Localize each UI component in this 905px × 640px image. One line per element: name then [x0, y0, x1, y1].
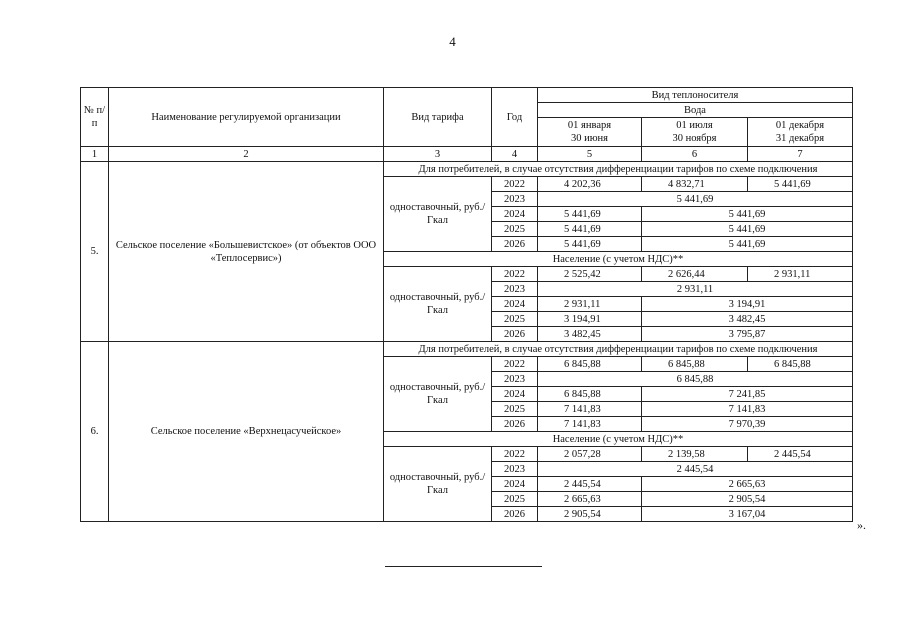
value-cell: 2 626,44 — [642, 267, 748, 282]
value-cell: 6 845,88 — [538, 387, 642, 402]
column-number: 3 — [384, 147, 492, 162]
year-cell: 2026 — [492, 507, 538, 522]
year-cell: 2022 — [492, 267, 538, 282]
page-number: 4 — [449, 34, 456, 49]
value-cell: 2 665,63 — [538, 492, 642, 507]
value-cell: 6 845,88 — [642, 357, 748, 372]
organization-name: Сельское поселение «Большевистское» (от объектов ООО «Теплосервис») — [109, 162, 384, 342]
header-period-3: 01 декабря 31 декабря — [748, 118, 853, 147]
year-cell: 2023 — [492, 462, 538, 477]
value-cell: 3 482,45 — [538, 327, 642, 342]
tariff-kind: одноставочный, руб./Гкал — [384, 357, 492, 432]
value-cell: 2 057,28 — [538, 447, 642, 462]
closing-quote: ». — [857, 518, 866, 532]
column-numbers-row — [81, 147, 853, 162]
year-cell: 2025 — [492, 312, 538, 327]
value-cell: 7 141,83 — [538, 402, 642, 417]
tariff-kind: одноставочный, руб./Гкал — [384, 177, 492, 252]
year-cell: 2025 — [492, 222, 538, 237]
year-cell: 2024 — [492, 297, 538, 312]
value-cell: 2 445,54 — [538, 462, 853, 477]
header-carrier: Вид теплоносителя — [538, 88, 853, 103]
year-cell: 2024 — [492, 477, 538, 492]
year-cell: 2023 — [492, 282, 538, 297]
header-tariff-kind: Вид тарифа — [384, 88, 492, 147]
value-cell: 5 441,69 — [642, 207, 853, 222]
column-number: 4 — [492, 147, 538, 162]
section-number: 6. — [81, 342, 109, 522]
year-cell: 2023 — [492, 192, 538, 207]
value-cell: 4 832,71 — [642, 177, 748, 192]
column-number: 7 — [748, 147, 853, 162]
year-cell: 2026 — [492, 327, 538, 342]
year-cell: 2025 — [492, 402, 538, 417]
value-cell: 5 441,69 — [538, 192, 853, 207]
value-cell: 2 931,11 — [538, 282, 853, 297]
value-cell: 3 167,04 — [642, 507, 853, 522]
year-cell: 2024 — [492, 387, 538, 402]
header-year: Год — [492, 88, 538, 147]
value-cell: 3 795,87 — [642, 327, 853, 342]
header-num: № п/п — [81, 88, 109, 147]
value-cell: 2 525,42 — [538, 267, 642, 282]
tariff-kind: одноставочный, руб./Гкал — [384, 447, 492, 522]
value-cell: 6 845,88 — [538, 372, 853, 387]
column-number: 2 — [109, 147, 384, 162]
column-number: 6 — [642, 147, 748, 162]
value-cell: 2 905,54 — [642, 492, 853, 507]
year-cell: 2026 — [492, 237, 538, 252]
value-cell: 7 241,85 — [642, 387, 853, 402]
value-cell: 2 665,63 — [642, 477, 853, 492]
value-cell: 5 441,69 — [538, 207, 642, 222]
year-cell: 2022 — [492, 357, 538, 372]
value-cell: 2 905,54 — [538, 507, 642, 522]
value-cell: 5 441,69 — [538, 222, 642, 237]
value-cell: 6 845,88 — [748, 357, 853, 372]
value-cell: 2 445,54 — [538, 477, 642, 492]
value-cell: 5 441,69 — [538, 237, 642, 252]
value-cell: 5 441,69 — [642, 222, 853, 237]
year-cell: 2022 — [492, 447, 538, 462]
value-cell: 6 845,88 — [538, 357, 642, 372]
value-cell: 3 482,45 — [642, 312, 853, 327]
value-cell: 2 931,11 — [748, 267, 853, 282]
organization-name: Сельское поселение «Верхнецасучейское» — [109, 342, 384, 522]
column-number: 5 — [538, 147, 642, 162]
header-org: Наименование регулируемой организации — [109, 88, 384, 147]
header-water: Вода — [538, 103, 853, 118]
value-cell: 2 931,11 — [538, 297, 642, 312]
year-cell: 2022 — [492, 177, 538, 192]
value-cell: 3 194,91 — [538, 312, 642, 327]
value-cell: 2 139,58 — [642, 447, 748, 462]
section-number: 5. — [81, 162, 109, 342]
value-cell: 3 194,91 — [642, 297, 853, 312]
value-cell: 2 445,54 — [748, 447, 853, 462]
group-title: Для потребителей, в случае отсутствия дифференциации тарифов по схеме подключения — [384, 342, 853, 357]
header-period-1: 01 января 30 июня — [538, 118, 642, 147]
value-cell: 7 970,39 — [642, 417, 853, 432]
year-cell: 2026 — [492, 417, 538, 432]
year-cell: 2024 — [492, 207, 538, 222]
header-period-2: 01 июля 30 ноября — [642, 118, 748, 147]
value-cell: 7 141,83 — [642, 402, 853, 417]
tariff-kind: одноставочный, руб./Гкал — [384, 267, 492, 342]
group-title: Население (с учетом НДС)** — [384, 432, 853, 447]
group-title: Население (с учетом НДС)** — [384, 252, 853, 267]
value-cell: 7 141,83 — [538, 417, 642, 432]
group-title: Для потребителей, в случае отсутствия дифференциации тарифов по схеме подключения — [384, 162, 853, 177]
value-cell: 4 202,36 — [538, 177, 642, 192]
value-cell: 5 441,69 — [748, 177, 853, 192]
year-cell: 2025 — [492, 492, 538, 507]
tariff-table — [80, 87, 853, 522]
year-cell: 2023 — [492, 372, 538, 387]
column-number: 1 — [81, 147, 109, 162]
footnote-rule — [385, 566, 542, 567]
value-cell: 5 441,69 — [642, 237, 853, 252]
